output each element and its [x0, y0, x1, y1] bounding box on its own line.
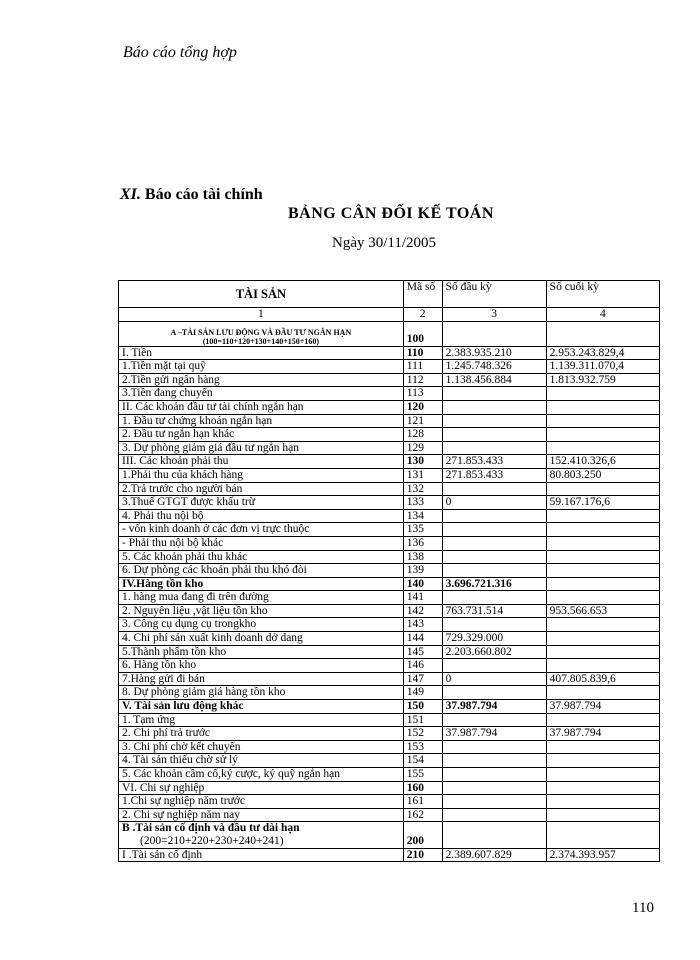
row-closing-value: 2.953.243.829,4 [546, 346, 659, 360]
row-code: 113 [403, 387, 442, 401]
row-name-text: 1. Tạm ứng [122, 713, 175, 726]
row-closing-value [546, 564, 659, 578]
row-code: 151 [403, 713, 442, 727]
row-name-text: 6. Dự phòng các khoản phải thu khó đòi [122, 564, 307, 577]
row-name [119, 550, 404, 564]
row-opening-value: 729.329.000 [442, 632, 546, 646]
row-code: 210 [403, 848, 442, 862]
row-name-text: 3. Dự phòng giảm giá đầu tư ngắn hạn [122, 441, 299, 454]
row-closing-value [546, 536, 659, 550]
row-name [119, 686, 404, 700]
row-closing-value [546, 441, 659, 455]
row-closing-value [546, 591, 659, 605]
row-name [119, 795, 404, 809]
row-name-text: III. Các khoản phải thu [122, 455, 229, 468]
row-name-text: - Phải thu nội bộ khác [122, 536, 224, 549]
row-name [119, 754, 404, 768]
table-row [119, 577, 660, 591]
row-code: 100 [403, 321, 442, 346]
row-closing-value [546, 822, 659, 848]
index-3: 3 [442, 308, 546, 322]
row-code: 136 [403, 536, 442, 550]
row-closing-value: 2.374.393.957 [546, 848, 659, 862]
row-name-text: II. Các khoản đầu tư tài chính ngắn hạn [122, 400, 304, 413]
table-row [119, 822, 660, 848]
row-name [119, 468, 404, 482]
header-code: Mã số [403, 281, 442, 308]
table-row [119, 373, 660, 387]
row-name-text: 3. Chi phí chờ kết chuyển [122, 740, 241, 753]
table-row [119, 848, 660, 862]
row-name [119, 428, 404, 442]
row-code: 134 [403, 509, 442, 523]
row-formula: (100=110+120+130+140+150+160) [202, 336, 320, 346]
row-opening-value: 763.731.514 [442, 604, 546, 618]
row-opening-value [442, 428, 546, 442]
table-row [119, 740, 660, 754]
row-opening-value: 271.853.433 [442, 468, 546, 482]
table-row [119, 781, 660, 795]
row-name-text: B .Tài sản cố định và đầu tư dài hạn [122, 822, 300, 835]
row-closing-value [546, 768, 659, 782]
row-name-text: 2. Chi phí trả trước [122, 727, 211, 740]
table-row [119, 321, 660, 346]
row-name-text: 1. Đầu tư chứng khoán ngắn hạn [122, 414, 273, 427]
table-row [119, 455, 660, 469]
report-date: Ngày 30/11/2005 [332, 235, 437, 251]
table-row [119, 604, 660, 618]
row-closing-value [546, 781, 659, 795]
table-row [119, 564, 660, 578]
row-formula: (200=210+220+230+240+241) [140, 834, 284, 847]
row-name [119, 591, 404, 605]
row-name-text: I .Tài sản cố định [122, 848, 203, 861]
row-code: 131 [403, 468, 442, 482]
row-closing-value: 37.987.794 [546, 727, 659, 741]
row-closing-value: 152.410.326,6 [546, 455, 659, 469]
row-code: 155 [403, 768, 442, 782]
row-opening-value [442, 591, 546, 605]
row-closing-value [546, 387, 659, 401]
table-row [119, 645, 660, 659]
row-name-text: 1.Chi sự nghiệp năm trước [122, 795, 245, 808]
row-name [119, 808, 404, 822]
row-closing-value [546, 740, 659, 754]
table-row [119, 428, 660, 442]
row-opening-value [442, 659, 546, 673]
row-code: 200 [403, 822, 442, 848]
row-closing-value: 1.139.311.070,4 [546, 360, 659, 374]
table-row [119, 768, 660, 782]
row-opening-value [442, 768, 546, 782]
row-code: 112 [403, 373, 442, 387]
row-name [119, 618, 404, 632]
row-name [119, 536, 404, 550]
row-code: 146 [403, 659, 442, 673]
row-name [119, 659, 404, 673]
section-number: XI. [120, 186, 141, 203]
row-code: 145 [403, 645, 442, 659]
row-name [119, 346, 404, 360]
row-name [119, 441, 404, 455]
row-name-text: 4. Tài sản thiếu chờ sử lý [122, 754, 238, 767]
row-opening-value: 1.245.748.326 [442, 360, 546, 374]
table-row [119, 496, 660, 510]
section-heading [120, 186, 263, 204]
balance-sheet-table [118, 280, 660, 862]
row-closing-value [546, 686, 659, 700]
row-name-text: 5.Thành phẩm tồn kho [122, 645, 227, 658]
row-name-text: 5. Các khoản phải thu khác [122, 550, 248, 563]
row-code: 120 [403, 400, 442, 414]
header-closing: Số cuối kỳ [546, 281, 659, 308]
row-code: 138 [403, 550, 442, 564]
column-index-row [119, 308, 660, 322]
row-code: 132 [403, 482, 442, 496]
index-4: 4 [546, 308, 659, 322]
table-row [119, 713, 660, 727]
row-code: 142 [403, 604, 442, 618]
row-opening-value: 2.383.935.210 [442, 346, 546, 360]
row-name [119, 781, 404, 795]
row-name-text: 3.Tiền đang chuyển [122, 387, 213, 400]
row-opening-value [442, 400, 546, 414]
row-name-text: 1.Phải thu của khách hàng [122, 468, 244, 481]
report-header: Báo cáo tổng hợp [123, 44, 237, 61]
row-name-text: 1. hàng mua đang đi trên đường [122, 591, 269, 604]
index-1: 1 [119, 308, 404, 322]
row-opening-value [442, 618, 546, 632]
table-row [119, 536, 660, 550]
row-opening-value [442, 509, 546, 523]
row-name-text: 3.Thuế GTGT được khấu trừ [122, 496, 255, 509]
row-code: 129 [403, 441, 442, 455]
row-closing-value: 953.566.653 [546, 604, 659, 618]
row-name [119, 727, 404, 741]
row-closing-value [546, 400, 659, 414]
row-code: 144 [403, 632, 442, 646]
row-name-text: 4. Chi phí sản xuất kinh doanh dở dang [122, 632, 303, 645]
row-name-text: 7.Hàng gửi đi bán [122, 672, 205, 685]
row-closing-value: 59.167.176,6 [546, 496, 659, 510]
row-closing-value [546, 659, 659, 673]
table-row [119, 618, 660, 632]
row-name [119, 740, 404, 754]
row-code: 143 [403, 618, 442, 632]
table-row [119, 482, 660, 496]
row-name [119, 713, 404, 727]
row-opening-value [442, 441, 546, 455]
table-row [119, 686, 660, 700]
row-closing-value [546, 321, 659, 346]
table-row [119, 591, 660, 605]
row-name [119, 768, 404, 782]
row-closing-value [546, 482, 659, 496]
row-closing-value [546, 577, 659, 591]
table-row [119, 632, 660, 646]
header-opening: Số đầu kỳ [442, 281, 546, 308]
row-name [119, 604, 404, 618]
row-code: 160 [403, 781, 442, 795]
table-row [119, 754, 660, 768]
row-name-text: 2.Trả trước cho người bán [122, 482, 243, 495]
row-name-text: VI. Chi sự nghiệp [122, 781, 205, 794]
table-row [119, 509, 660, 523]
row-closing-value [546, 523, 659, 537]
row-closing-value: 80.803.250 [546, 468, 659, 482]
row-code: 135 [403, 523, 442, 537]
row-name [119, 672, 404, 686]
row-name-text: A –TÀI SẢN LƯU ĐỘNG VÀ ĐẦU TƯ NGẮN HẠN [170, 327, 352, 337]
row-code: 150 [403, 700, 442, 714]
table-row [119, 387, 660, 401]
row-name-text: 2. Chi sự nghiệp năm nay [122, 808, 241, 821]
row-closing-value: 1.813.932.759 [546, 373, 659, 387]
row-opening-value [442, 321, 546, 346]
row-closing-value [546, 550, 659, 564]
row-opening-value [442, 414, 546, 428]
row-closing-value [546, 428, 659, 442]
row-name [119, 387, 404, 401]
row-closing-value: 37.987.794 [546, 700, 659, 714]
row-closing-value [546, 645, 659, 659]
row-opening-value: 37.987.794 [442, 700, 546, 714]
row-code: 121 [403, 414, 442, 428]
document-title: BẢNG CÂN ĐỐI KẾ TOÁN [288, 205, 494, 222]
row-name-text: 5. Các khoản cầm cố,ký cược, ký quỹ ngắn hạn [122, 768, 340, 780]
row-opening-value: 2.389.607.829 [442, 848, 546, 862]
row-opening-value [442, 482, 546, 496]
row-opening-value [442, 536, 546, 550]
row-name-text: 8. Dự phòng giảm giá hàng tồn kho [122, 686, 286, 699]
row-opening-value [442, 387, 546, 401]
row-closing-value [546, 754, 659, 768]
row-name-text: 3. Công cụ dụng cụ trongkho [122, 618, 257, 631]
table-row [119, 659, 660, 673]
row-code: 111 [403, 360, 442, 374]
row-opening-value [442, 564, 546, 578]
row-name [119, 414, 404, 428]
row-opening-value [442, 550, 546, 564]
row-opening-value [442, 713, 546, 727]
row-code: 161 [403, 795, 442, 809]
row-name [119, 822, 404, 848]
table-row [119, 523, 660, 537]
row-opening-value [442, 795, 546, 809]
row-name-text: 4. Phải thu nội bộ [122, 509, 204, 522]
row-name-text: 6. Hàng tồn kho [122, 659, 197, 672]
row-code: 110 [403, 346, 442, 360]
row-opening-value [442, 822, 546, 848]
table-row [119, 414, 660, 428]
index-2: 2 [403, 308, 442, 322]
row-opening-value [442, 781, 546, 795]
section-label: Báo cáo tài chính [144, 186, 263, 203]
row-code: 149 [403, 686, 442, 700]
table-header-row [119, 281, 660, 308]
row-opening-value: 271.853.433 [442, 455, 546, 469]
table-row [119, 795, 660, 809]
table-row [119, 727, 660, 741]
row-closing-value [546, 414, 659, 428]
row-name-text: I. Tiền [122, 346, 153, 359]
row-code: 147 [403, 672, 442, 686]
row-name [119, 321, 404, 346]
row-name [119, 400, 404, 414]
row-name-text: 2. Nguyên liệu ,vật liệu tồn kho [122, 604, 268, 617]
row-name [119, 632, 404, 646]
row-opening-value [442, 754, 546, 768]
row-opening-value [442, 740, 546, 754]
table-row [119, 360, 660, 374]
row-name [119, 482, 404, 496]
row-closing-value [546, 713, 659, 727]
row-closing-value [546, 509, 659, 523]
row-name-text: IV.Hàng tồn kho [122, 577, 204, 590]
row-closing-value [546, 808, 659, 822]
row-code: 133 [403, 496, 442, 510]
table-row [119, 441, 660, 455]
row-name-text: 2. Đầu tư ngắn hạn khác [122, 428, 235, 441]
row-name [119, 700, 404, 714]
row-code: 153 [403, 740, 442, 754]
row-name [119, 373, 404, 387]
row-name-text: 1.Tiền mặt tại quỹ [122, 360, 206, 373]
row-opening-value [442, 686, 546, 700]
row-name [119, 577, 404, 591]
row-name-text: - vốn kinh doanh ở các đơn vị trực thuộc [122, 523, 310, 536]
table-row [119, 808, 660, 822]
row-code: 128 [403, 428, 442, 442]
row-name [119, 455, 404, 469]
row-name [119, 523, 404, 537]
row-code: 152 [403, 727, 442, 741]
table-row [119, 346, 660, 360]
row-name [119, 509, 404, 523]
row-name-text: 2.Tiền gửi ngân hàng [122, 373, 220, 386]
table-row [119, 400, 660, 414]
row-opening-value: 3.696.721.316 [442, 577, 546, 591]
row-code: 130 [403, 455, 442, 469]
row-opening-value: 2.203.660.802 [442, 645, 546, 659]
row-name [119, 564, 404, 578]
row-opening-value: 0 [442, 672, 546, 686]
row-code: 139 [403, 564, 442, 578]
page-number: 110 [632, 900, 654, 916]
row-name [119, 645, 404, 659]
header-assets: TÀI SẢN [119, 281, 404, 308]
table-row [119, 550, 660, 564]
row-opening-value: 0 [442, 496, 546, 510]
row-closing-value [546, 618, 659, 632]
row-code: 162 [403, 808, 442, 822]
row-name [119, 848, 404, 862]
row-name-text: V. Tài sản lưu động khác [122, 700, 244, 713]
row-name [119, 496, 404, 510]
table-row [119, 468, 660, 482]
row-code: 140 [403, 577, 442, 591]
row-code: 141 [403, 591, 442, 605]
row-code: 154 [403, 754, 442, 768]
row-name [119, 360, 404, 374]
row-opening-value [442, 523, 546, 537]
row-opening-value: 1.138.456.884 [442, 373, 546, 387]
row-closing-value [546, 795, 659, 809]
row-closing-value: 407.805.839,6 [546, 672, 659, 686]
row-closing-value [546, 632, 659, 646]
table-row [119, 672, 660, 686]
table-row [119, 700, 660, 714]
row-opening-value [442, 808, 546, 822]
row-opening-value: 37.987.794 [442, 727, 546, 741]
